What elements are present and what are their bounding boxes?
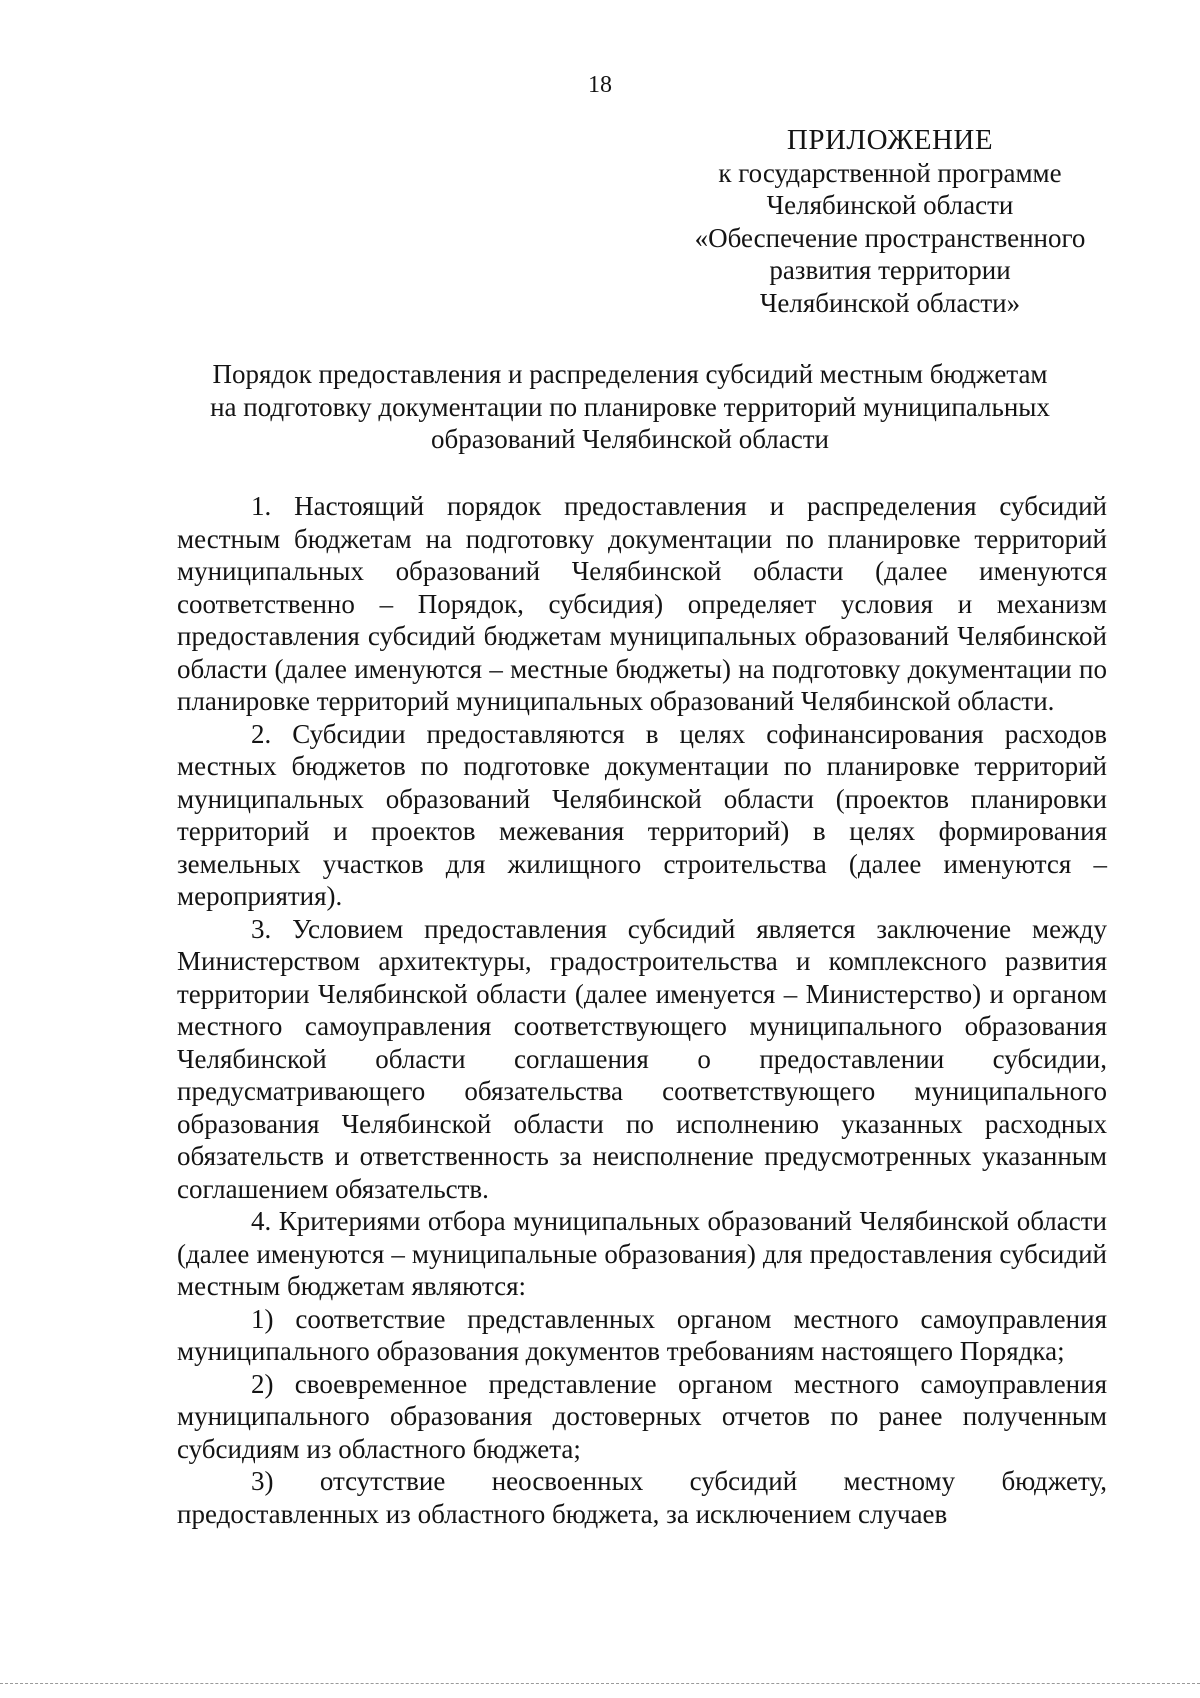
page-number: 18 [588,72,612,98]
appendix-line: «Обеспечение пространственного [694,222,1086,253]
appendix-line: развития территории [769,255,1011,285]
order-title-line: Порядок предоставления и распределения субсидий местным бюджетам [212,359,1048,389]
document-body [177,490,1107,1530]
scan-edge-line [0,1683,1200,1684]
paragraph: 1) соответствие представленных органом местного самоуправления муниципального образования документов требованиям настоящего Порядка; [177,1303,1107,1366]
order-title [180,358,1080,456]
paragraph: 3) отсутствие неосвоенных субсидий местному бюджету, предоставленных из областного бюджета, за исключением случаев [177,1466,1107,1529]
order-title-line: образований Челябинской области [431,424,829,454]
paragraph: 1. Настоящий порядок предоставления и распределения субсидий местным бюджетам на подготовку документации по планировке территорий муниципальных образований Челябинской области (далее именуются соответственно – Порядок, субсидия) определяет условия и механизм предоставления субсидий бюджетам муниципальных образований Челябинской области (далее именуются – местные бюджеты) на подготовку документации по планировке территорий муниципальных образований Челябинской области. [177,491,1107,716]
appendix-line: Челябинской области» [759,287,1021,318]
appendix-title: ПРИЛОЖЕНИЕ [786,124,994,156]
paragraph: 2) своевременное представление органом местного самоуправления муниципального образования достоверных отчетов по ранее полученным субсидиям из областного бюджета; [177,1368,1107,1464]
appendix-block [665,124,1115,319]
appendix-line: Челябинской области [766,190,1014,220]
paragraph: 4. Критериями отбора муниципальных образований Челябинской области (далее именуются – муниципальные образования) для предоставления субсидий местным бюджетам являются: [177,1206,1107,1301]
order-title-line: на подготовку документации по планировке территорий муниципальных [210,391,1050,422]
paragraph: 3. Условием предоставления субсидий является заключение между Министерством архитектуры, градостроительства и комплексного развития территории Челябинской области (далее именуется – Министерство) и органом местного самоуправления соответствующего муниципального образования Челябинской области соглашения о предоставлении субсидии, предусматривающего обязательства соответствующего муниципального образования Челябинской области по исполнению указанных расходных обязательств и ответственность за неисполнение предусмотренных указанным соглашением обязательств. [177,913,1107,1204]
paragraph: 2. Субсидии предоставляются в целях софинансирования расходов местных бюджетов по подготовке документации по планировке территорий муниципальных образований Челябинской области (проектов планировки территорий и проектов межевания территорий) в целях формирования земельных участков для жилищного строительства (далее именуются – мероприятия). [177,718,1107,911]
appendix-line: к государственной программе [718,157,1062,188]
